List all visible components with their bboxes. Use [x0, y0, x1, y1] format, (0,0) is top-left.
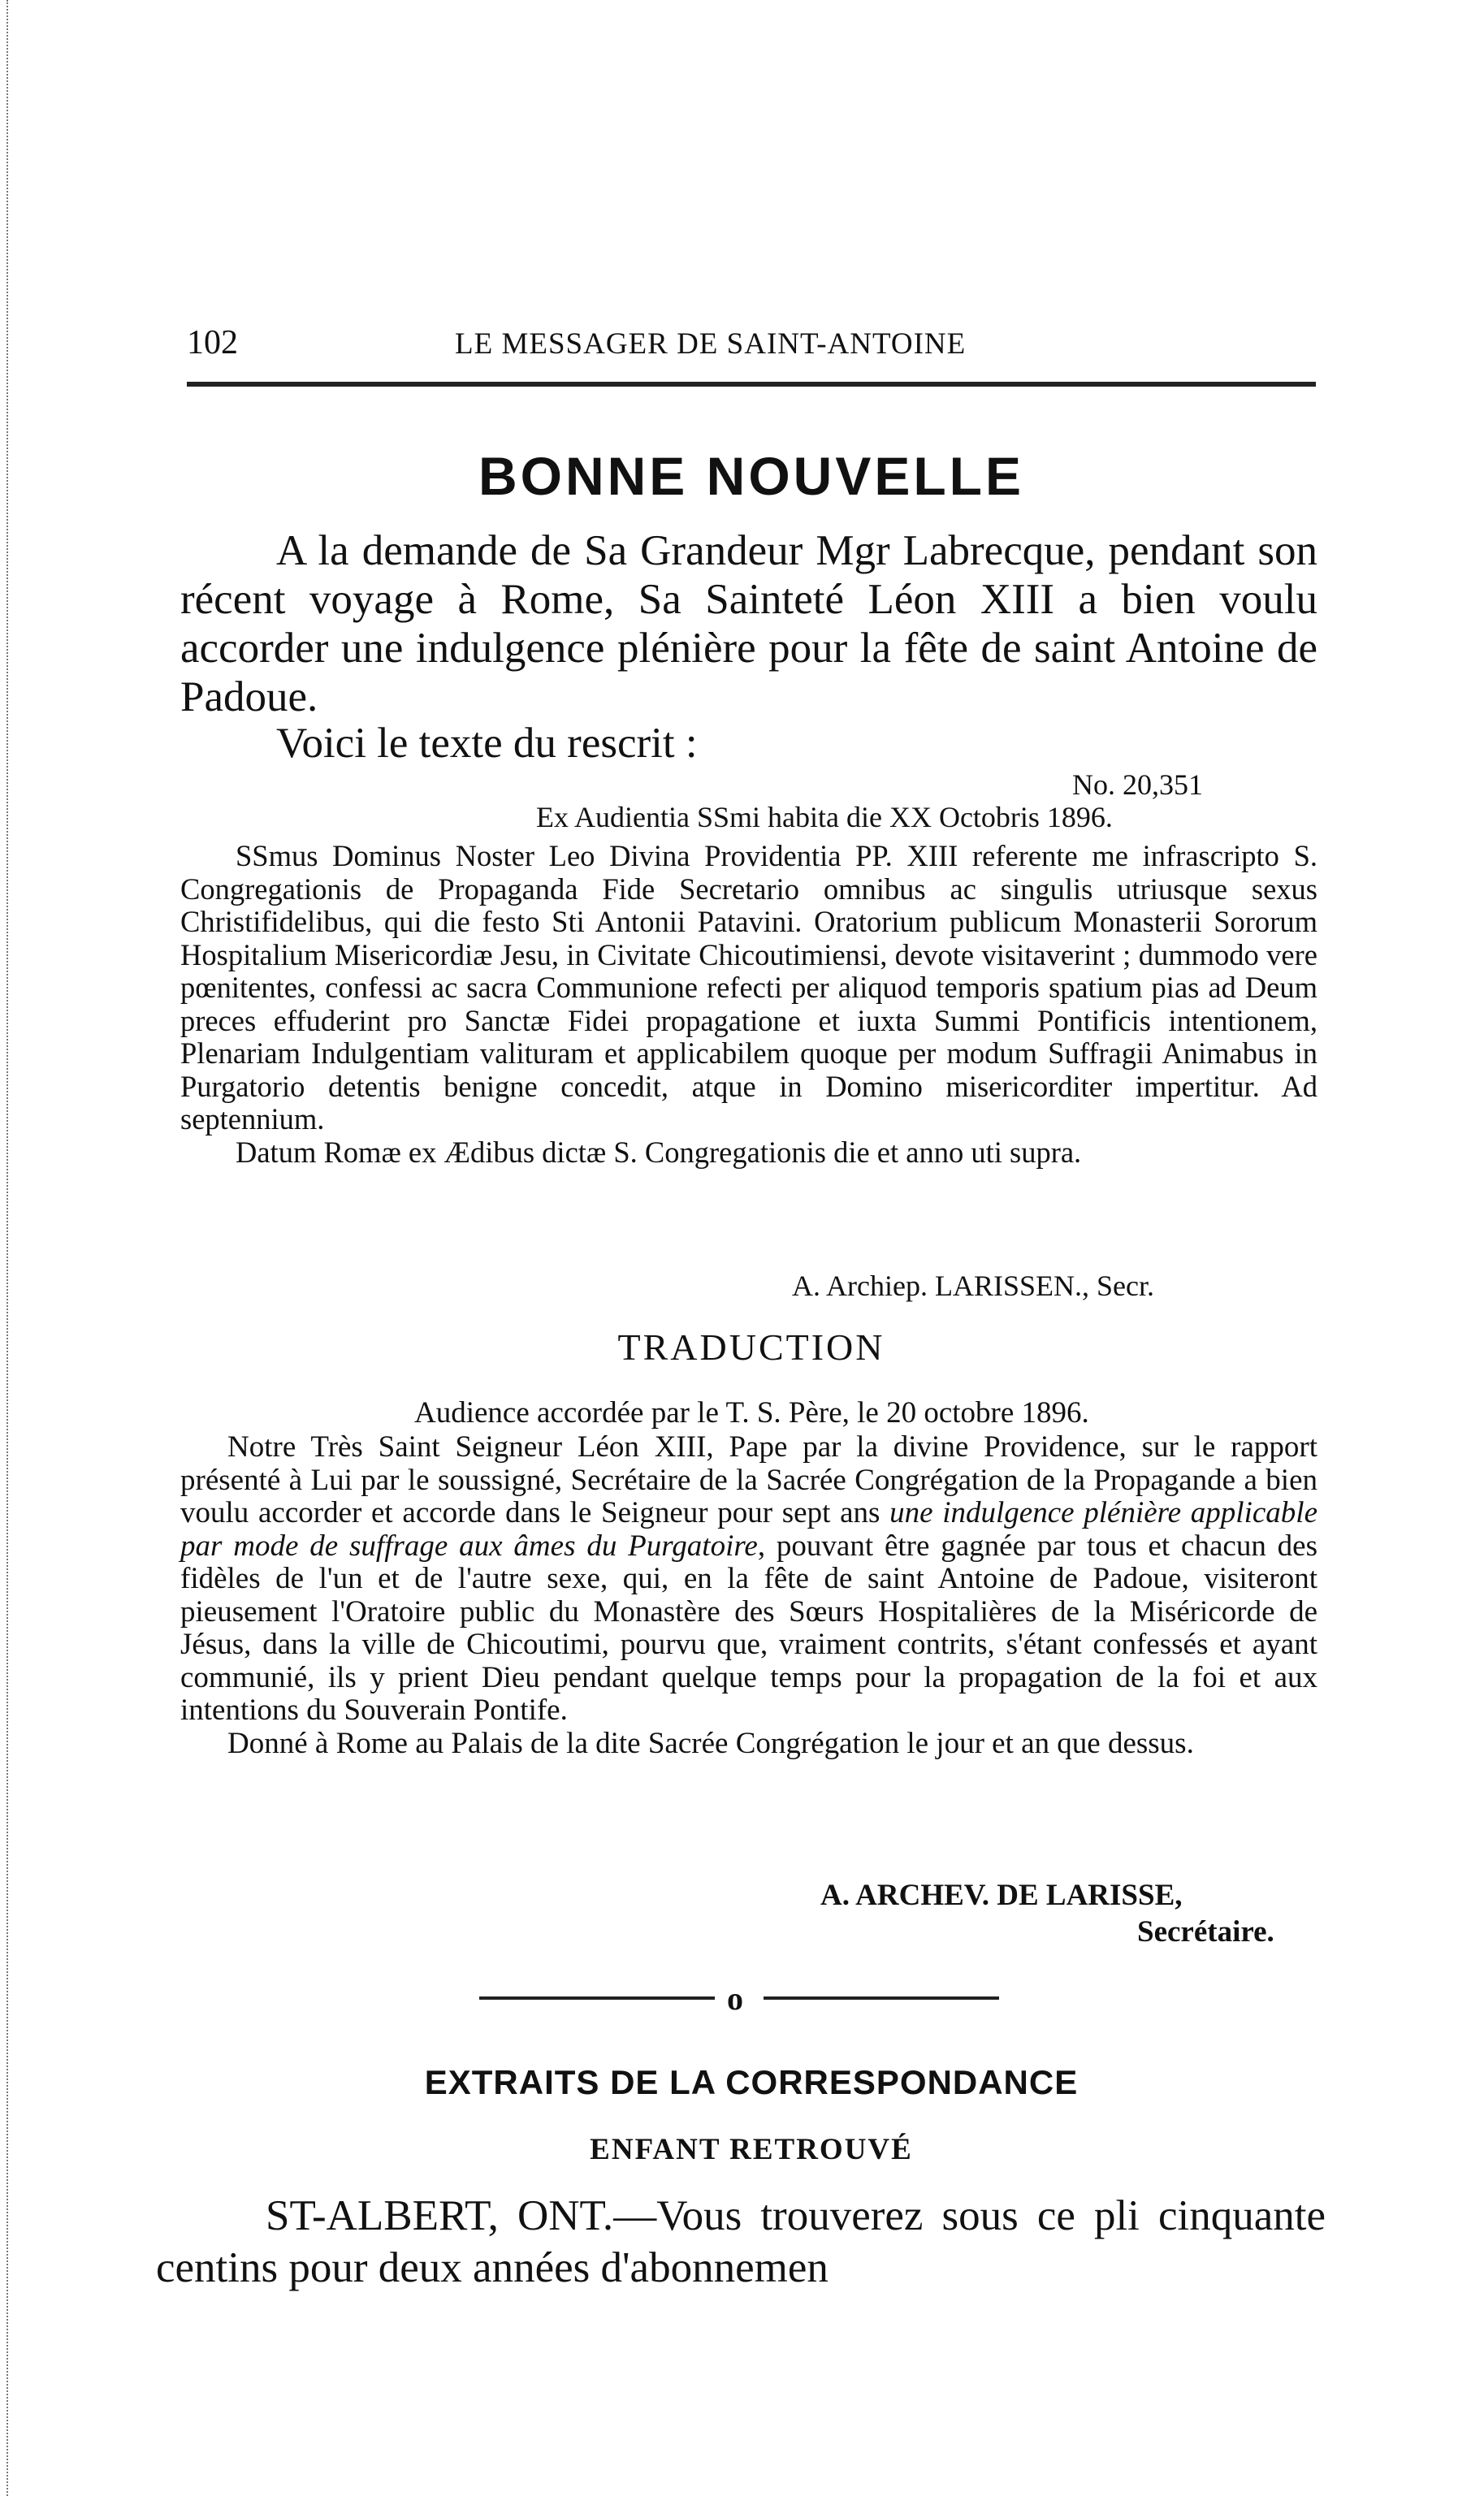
separator-mark: o	[727, 1980, 743, 2017]
section-separator	[479, 1980, 999, 2017]
latin-signature: A. Archiep. LARISSEN., Secr.	[792, 1270, 1154, 1302]
french-signature-role: Secrétaire.	[1137, 1915, 1274, 1949]
french-italic-text: une indulgence plénière applicable par mode de suffrage aux âmes du Purgatoire	[180, 1496, 1317, 1563]
correspondence-subtitle: ENFANT RETROUVÉ	[590, 2133, 913, 2166]
audience-line: Ex Audientia SSmi habita die XX Octobris 1896.	[536, 801, 1113, 833]
french-text-part2: , pouvant être gagnée par tous et chacun des fidèles de l'un et de l'autre sexe, qui, en la fête de saint Antoine de Padoue, visiteront pieusement l'Oratoire public du Monastère des Sœurs Hospitalières de la Miséricorde de Jésus, dans la ville de Chicoutimi, pourvu que, vraiment contrits, s'étant confessés et ayant communié, ils y prient Dieu pendant quelque temps pour la propagation de la foi et aux intentions du Souverain Pontife.	[180, 1529, 1317, 1727]
rescript-intro: Voici le texte du rescrit :	[276, 720, 698, 767]
latin-body: SSmus Dominus Noster Leo Divina Providentia PP. XIII referente me infrascripto S. Congregationis de Propaganda Fide Secretario omnibus ac singulis utriusque sexus Christifidelibus, qui die festo Sti Antonii Patavini. Oratorium publicum Monasterii Sororum Hospitalium Misericordiæ Jesu, in Civitate Chicoutimiensi, devote visitaverint ; dummodo vere pœnitentes, confessi ac sacra Communione refecti per aliquod temporis spatium pias ad Deum preces effuderint pro Sanctæ Fidei propagatione et iuxta Summi Pontificis intentionem, Plenariam Indulgentiam valituram et applicabilem quoque per modum Suffragii Animabus in Purgatorio detentis benigne concedit, atque in Domino misericorditer impertitur. Ad septennium.	[180, 839, 1317, 1136]
article-title: BONNE NOUVELLE	[478, 446, 1025, 506]
rescript-number: No. 20,351	[1072, 768, 1203, 801]
separator-line-left	[479, 1996, 715, 2000]
letter-place: ST-ALBERT, ONT.	[266, 2192, 614, 2239]
latin-datum: Datum Romæ ex Ædibus dictæ S. Congregationis die et anno uti supra.	[236, 1135, 1082, 1169]
french-donne: Donné à Rome au Palais de la dite Sacrée Congrégation le jour et an que dessus.	[227, 1726, 1194, 1760]
correspondence-letter	[156, 2190, 1326, 2294]
translation-audience: Audience accordée par le T. S. Père, le 20 octobre 1896.	[414, 1396, 1089, 1430]
translation-title: TRADUCTION	[617, 1326, 885, 1368]
french-body	[180, 1431, 1317, 1728]
page-header	[187, 323, 1316, 364]
french-text-part1: Notre Très Saint Seigneur Léon XIII, Pape par la divine Providence, sur le rapport présenté à Lui par le soussigné, Secrétaire de la Sacrée Congrégation de la Propagande a bien voulu accorder et accorde dans le Seigneur pour sept ans	[180, 1430, 1317, 1529]
letter-text: —Vous trouverez sous ce pli cinquante centins pour deux années d'abonnemen	[156, 2192, 1326, 2291]
correspondence-title: EXTRAITS DE LA CORRESPONDANCE	[424, 2063, 1079, 2101]
intro-text: A la demande de Sa Grandeur Mgr Labrecque, pendant son récent voyage à Rome, Sa Sainteté Léon XIII a bien voulu accorder une indulgence plénière pour la fête de saint Antoine de Padoue.	[180, 527, 1317, 720]
latin-rescript	[180, 840, 1317, 1169]
page-number: 102	[187, 324, 238, 361]
header-rule	[187, 382, 1316, 387]
intro-paragraph	[180, 526, 1317, 721]
running-title: LE MESSAGER DE SAINT-ANTOINE	[455, 327, 967, 361]
french-signature: A. ARCHEV. DE LARISSE,	[820, 1879, 1183, 1912]
letter-paragraph	[156, 2190, 1326, 2294]
french-translation	[180, 1431, 1317, 1760]
separator-line-right	[764, 1996, 999, 2000]
